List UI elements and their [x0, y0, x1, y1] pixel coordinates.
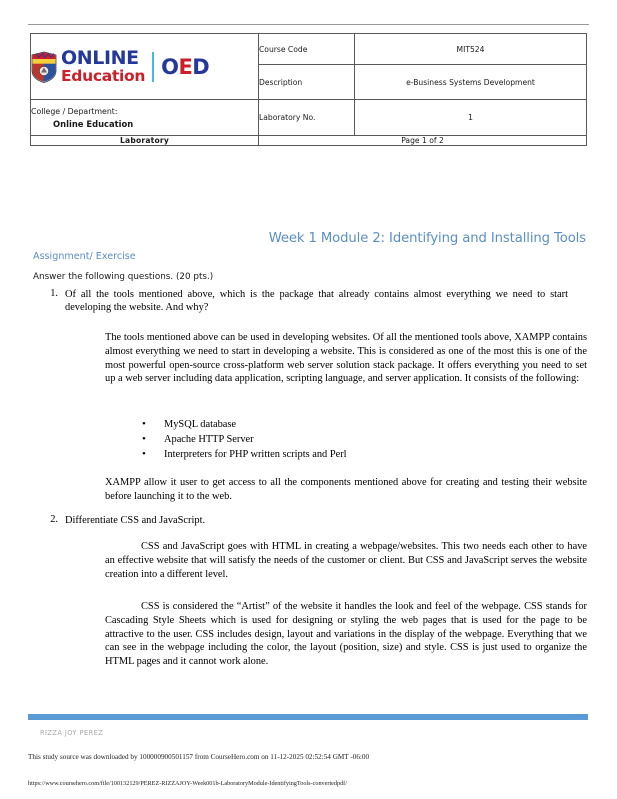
college-department-cell [31, 100, 259, 136]
table-row [31, 100, 587, 136]
section-heading-assignment: Assignment/ Exercise [33, 251, 136, 262]
answer-2-paragraph-2: CSS is considered the “Artist” of the website it handles the look and feel of the webpage. CSS stands for Cascading Style Sheets which is used for designing or styling the web pages that is used for the page to be attractive to the user. CSS includes design, layout and variations in the display of the webpage. Everything that we can see in the webpage including the color, the layout (position, size) and style. CSS is just used to organize the HTML pages and it cannot work alone. [105, 601, 587, 668]
description-value: e-Business Systems Development [355, 65, 587, 100]
list-item: • Interpreters for PHP written scripts and Perl [142, 448, 347, 463]
laboratory-no-label: Laboratory No. [259, 100, 355, 136]
list-item: • Apache HTTP Server [142, 433, 347, 448]
description-label: Description [259, 65, 355, 100]
footer-student-name: RIZZA JOY PEREZ [40, 729, 104, 737]
source-url-text: https://www.coursehero.com/file/100132129/PEREZ-RIZZAJOY-Week001b-LaboratoryModule-IdentifyingTools-convertedpdf/ [28, 780, 347, 787]
instruction-text: Answer the following questions. (20 pts.) [33, 272, 214, 282]
logo-word-oed-e: E [178, 54, 193, 79]
question-2 [36, 514, 588, 527]
footer-accent-bar [28, 714, 588, 720]
download-attribution-note: This study source was downloaded by 100000900501157 from CourseHero.com on 11-12-2025 02:52:54 GMT -06:00 [28, 753, 370, 761]
logo-divider [152, 52, 154, 82]
ama-crest-icon [31, 51, 57, 83]
laboratory-no-value: 1 [355, 100, 587, 136]
list-item [36, 514, 588, 527]
answer-1-paragraph-2: XAMPP allow it user to get access to all the components mentioned above for creating and testing their website before launching it to the web. [105, 477, 587, 502]
ama-online-education-logo [31, 46, 258, 85]
question-2-text: Differentiate CSS and JavaScript. [65, 515, 206, 526]
page-top-rule [28, 24, 589, 25]
list-item: • MySQL database [142, 418, 347, 433]
oed-wordmark [161, 55, 209, 79]
logo-wordmark [61, 46, 210, 85]
document-header-table [30, 33, 587, 146]
answer-1-paragraph-1: The tools mentioned above can be used in developing websites. Of all the mentioned tools above, XAMPP contains almost everything we need to start in developing a website. This is considered as one of the most this is one of the most powerful open-source cross-platform web server solution stack package. It offers everything you need to set up a web server including data application, scripting language, and server application. It consists of the following: [105, 332, 587, 385]
page-title: Week 1 Module 2: Identifying and Installing Tools [268, 231, 586, 246]
logo-cell [31, 34, 259, 100]
question-1-text: Of all the tools mentioned above, which is the package that already contains almost everything we need to start developing the website. And why? [65, 289, 568, 314]
table-row [31, 34, 587, 65]
list-item [36, 288, 588, 315]
answer-2-paragraph-1: CSS and JavaScript goes with HTML in creating a webpage/websites. This two needs each other to have an effective website that will satisfy the needs of the customer or client. But CSS and JavaScript serves the website creation into a different level. [105, 541, 587, 580]
logo-word-online: ONLINE [61, 46, 139, 69]
college-department-label: College / Department: [31, 106, 118, 116]
logo-word-oed-d: D [192, 54, 210, 79]
online-education-wordmark [61, 46, 146, 85]
laboratory-title: Laboratory [31, 136, 259, 146]
question-1-number: 1. [50, 288, 58, 299]
question-1 [36, 288, 588, 315]
course-code-label: Course Code [259, 34, 355, 65]
course-code-value: MIT524 [355, 34, 587, 65]
logo-word-oed-o: O [161, 54, 179, 79]
logo-word-education: Education [61, 66, 146, 85]
answer-1-bullet-list [142, 418, 347, 462]
college-department-value: Online Education [53, 118, 134, 129]
page-number-label: Page 1 of 2 [259, 136, 587, 146]
question-2-number: 2. [50, 514, 58, 525]
table-row [31, 136, 587, 146]
